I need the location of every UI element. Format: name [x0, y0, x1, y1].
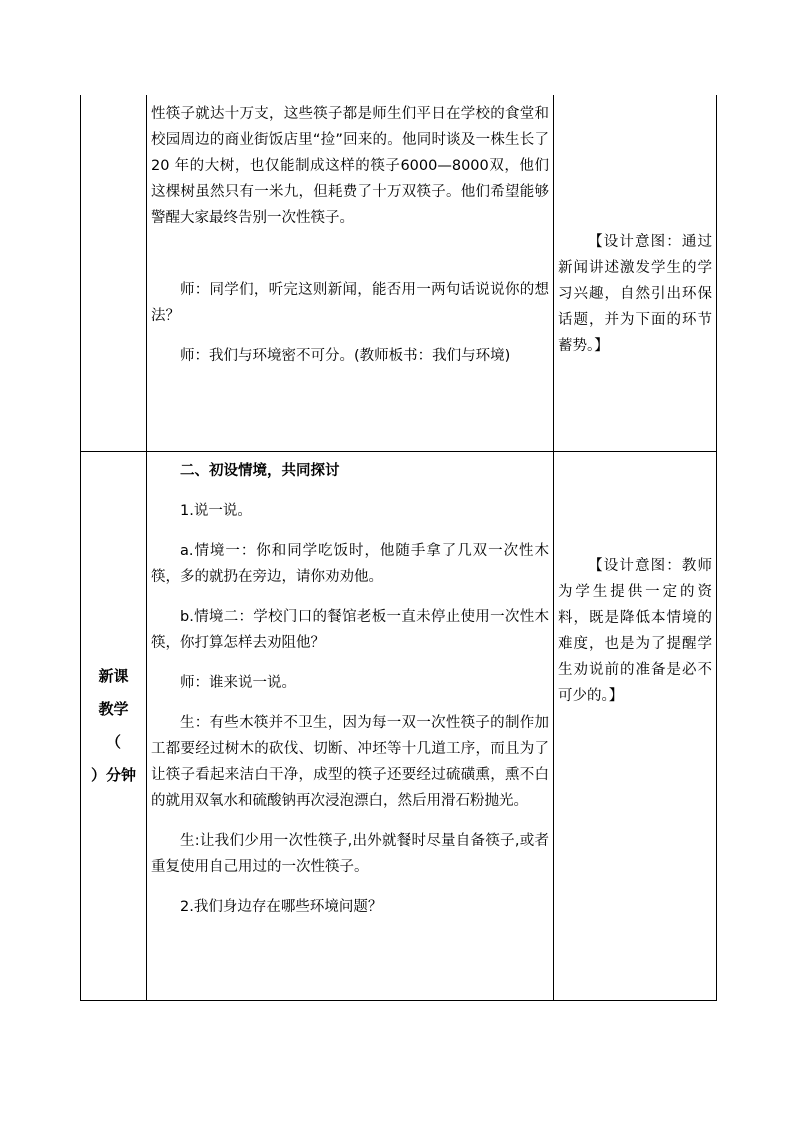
table-row — [81, 95, 717, 452]
content-cell — [147, 452, 554, 1001]
content-paragraph: 2.我们身边存在哪些环境问题？ — [180, 899, 383, 915]
lesson-plan-table — [80, 95, 717, 1001]
content-paragraph: a.情境一：你和同学吃饭时，他随手拿了几双一次性木筷，多的就扔在旁边，请你劝劝他。 — [151, 543, 549, 585]
news-paragraph: 性筷子就达十万支，这些筷子都是师生们平日在学校的食堂和校园周边的商业街饭店里“捡”回来的。他同时谈及一株生长了 20 年的大树，也仅能制成这样的筷子6000—8000双，他们这棵树虽然只有一米九，但耗费了十万双筷子。他们希望能够警醒大家最终告别一次性筷子。 — [151, 106, 549, 226]
content-paragraph: b.情境二：学校门口的餐馆老板一直未停止使用一次性木筷，你打算怎样去劝阻他？ — [151, 609, 549, 651]
row-label-cell — [81, 95, 147, 452]
content-paragraph: 生：有些木筷并不卫生，因为每一双一次性筷子的制作加工都要经过树木的砍伐、切断、冲坯等十几道工序，而且为了让筷子看起来洁白干净，成型的筷子还要经过硫磺熏，熏不白的就用双氧水和硫酸钠再次浸泡漂白，然后用滑石粉抛光。 — [151, 715, 549, 809]
row-label-cell — [81, 452, 147, 1001]
section-label-line: 教学 — [98, 700, 129, 718]
content-paragraph: 1.说一说。 — [180, 503, 252, 519]
design-note: 【设计意图：通过新闻讲述激发学生的学习兴趣，自然引出环保话题，并为下面的环节蓄势。】 — [558, 234, 712, 354]
content-cell — [147, 95, 554, 452]
table-row — [81, 452, 717, 1001]
section-label-line: 新课 — [98, 667, 129, 685]
design-note-cell — [554, 95, 717, 452]
content-paragraph: 师：谁来说一说。 — [180, 675, 296, 691]
teacher-question: 师：同学们，听完这则新闻，能否用一两句话说说你的想法？ — [151, 282, 549, 324]
section-label — [81, 660, 146, 792]
section-label-line: ）分钟 — [90, 766, 136, 784]
design-note: 【设计意图：教师为学生提供一定的资料，既是降低本情境的难度，也是为了提醒学生劝说前的准备是必不可少的。】 — [558, 558, 712, 704]
spacer — [151, 245, 549, 277]
design-note-cell — [554, 452, 717, 1001]
section-label-line: （ — [105, 733, 121, 751]
section-heading: 二、初设情境，共同探讨 — [180, 463, 340, 479]
teacher-board: 师：我们与环境密不可分。(教师板书：我们与环境) — [180, 348, 511, 364]
content-paragraph: 生:让我们少用一次性筷子,出外就餐时尽量自备筷子,或者重复使用自己用过的一次性筷子。 — [151, 833, 549, 875]
